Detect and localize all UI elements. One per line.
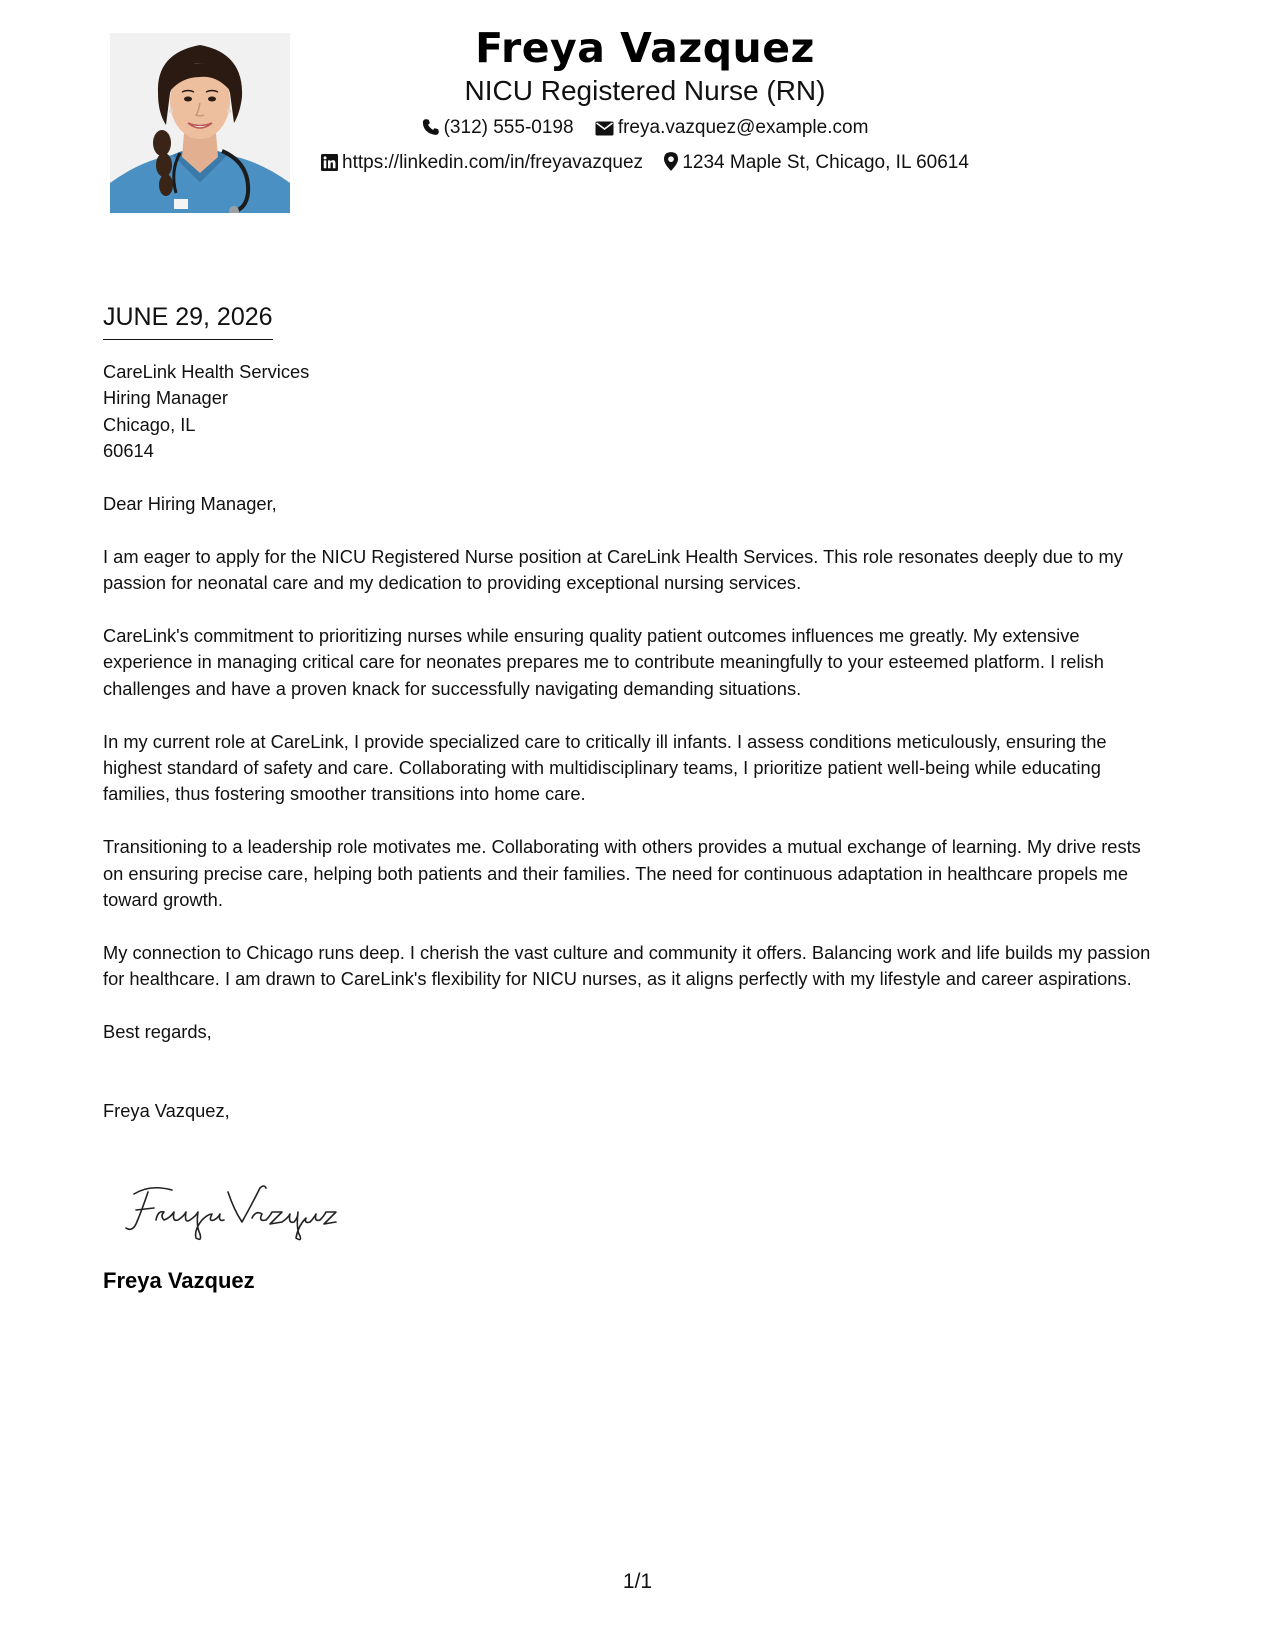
letter-body bbox=[103, 359, 1163, 1125]
recipient-zip: 60614 bbox=[103, 440, 154, 462]
contact-address bbox=[664, 151, 969, 178]
recipient-company: CareLink Health Services bbox=[103, 361, 310, 382]
contact-line-1 bbox=[290, 116, 1000, 143]
signoff: Freya Vazquez, bbox=[103, 1100, 230, 1122]
job-title: NICU Registered Nurse (RN) bbox=[464, 75, 826, 106]
paragraph-5: My connection to Chicago runs deep. I cherish the vast culture and community it offers. Balancing work and life builds my passion for healthcare. I am drawn to CareLink's flexibility for NICU nurses, as it aligns perfectly with my lifestyle and career aspirations. bbox=[103, 941, 1151, 990]
email-address[interactable]: freya.vazquez@example.com bbox=[617, 117, 869, 138]
contact-email bbox=[595, 116, 869, 143]
phone-number: (312) 555-0198 bbox=[443, 117, 574, 138]
contact-phone bbox=[422, 116, 574, 143]
profile-photo bbox=[110, 33, 290, 213]
paragraph-3: In my current role at CareLink, I provide specialized care to critically ill infants. I assess conditions meticulously, ensuring the highest standard of safety and care. Collaborating with multidisciplinary teams, I prioritize patient well-being while educating families, thus fostering smoother transitions into home care. bbox=[103, 730, 1107, 805]
street-address: 1234 Maple St, Chicago, IL 60614 bbox=[682, 152, 969, 173]
header bbox=[290, 22, 1000, 178]
page-number: 1/1 bbox=[622, 1570, 653, 1593]
handwritten-signature bbox=[120, 1180, 350, 1244]
recipient-block bbox=[103, 359, 1163, 465]
contact-linkedin bbox=[321, 151, 643, 178]
map-pin-icon bbox=[664, 152, 678, 178]
letter-date: JUNE 29, 2026 bbox=[103, 300, 273, 340]
phone-icon bbox=[422, 118, 440, 143]
contact-line-2 bbox=[290, 151, 1000, 178]
printed-name: Freya Vazquez bbox=[103, 1268, 255, 1293]
closing: Best regards, bbox=[103, 1021, 212, 1043]
paragraph-4: Transitioning to a leadership role motivates me. Collaborating with others provides a mutual exchange of learning. My drive rests on ensuring precise care, helping both patients and their families. The need for continuous adaptation in healthcare propels me toward growth. bbox=[103, 836, 1141, 911]
recipient-title: Hiring Manager bbox=[103, 387, 228, 409]
paragraph-2: CareLink's commitment to prioritizing nurses while ensuring quality patient outcomes influences me greatly. My extensive experience in managing critical care for neonates prepares me to contribute meaningfully to your esteemed platform. I relish challenges and have a proven knack for successfully navigating demanding situations. bbox=[103, 625, 1104, 699]
envelope-icon bbox=[595, 119, 614, 143]
greeting: Dear Hiring Manager, bbox=[103, 493, 277, 515]
applicant-name: Freya Vazquez bbox=[475, 24, 815, 72]
paragraph-1: I am eager to apply for the NICU Registered Nurse position at CareLink Health Services. This role resonates deeply due to my passion for neonatal care and my dedication to providing exceptional nursing services. bbox=[103, 545, 1123, 594]
linkedin-icon bbox=[321, 154, 338, 178]
linkedin-url[interactable]: https://linkedin.com/in/freyavazquez bbox=[342, 152, 644, 173]
recipient-city: Chicago, IL bbox=[103, 413, 196, 435]
nurse-portrait-image bbox=[110, 33, 290, 213]
